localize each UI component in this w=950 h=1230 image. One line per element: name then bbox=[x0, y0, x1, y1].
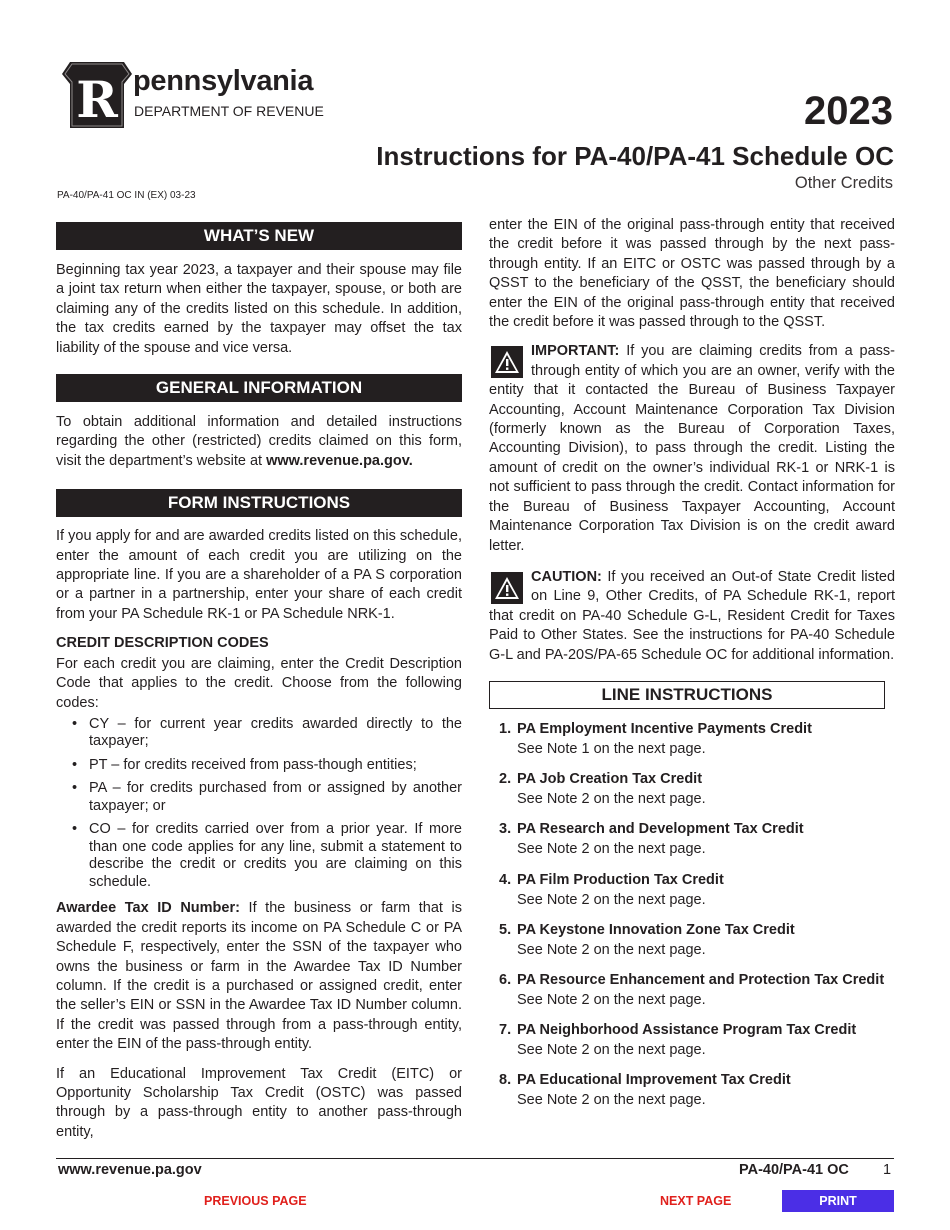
caution-note bbox=[489, 568, 895, 665]
important-label: IMPORTANT: bbox=[531, 343, 620, 360]
line-title: PA Neighborhood Assistance Program Tax Credit bbox=[517, 1022, 857, 1039]
awardee-label: Awardee Tax ID Number: bbox=[56, 900, 240, 917]
line-title: PA Resource Enhancement and Protection Tax Credit bbox=[517, 971, 885, 988]
credit-codes-intro: For each credit you are claiming, enter the Credit Description Code that applies to the credit. Choose from the following codes: bbox=[56, 655, 462, 711]
form-instructions-heading: FORM INSTRUCTIONS bbox=[56, 489, 462, 517]
awardee-body: If the business or farm that is awarded the credit reports its income on PA Schedule C or PA Schedule F, respectively, enter the SSN of the taxpayer who owns the business or farm in the Awardee Tax ID Number column. If the credit is a purchased or assigned credit, enter the seller’s EIN or SSN in the Awardee Tax ID Number column. If the credit was passed through from a pass-through entity, enter the EIN of the pass-through entity. bbox=[56, 900, 463, 1053]
credit-code-item: • CO – for credits carried over from a prior year. If more than one code applies for any line, submit a statement to describe the credit or credits you are claiming on this schedule. bbox=[72, 821, 462, 891]
next-page-button[interactable]: NEXT PAGE bbox=[660, 1194, 732, 1208]
document-title: Instructions for PA-40/PA-41 Schedule OC bbox=[376, 141, 894, 171]
document-subtitle: Other Credits bbox=[794, 174, 893, 192]
general-information-text bbox=[56, 413, 462, 471]
line-instruction-item: 4. PA Film Production Tax Credit See Note 2 on the next page. bbox=[499, 870, 895, 910]
line-instructions-heading: LINE INSTRUCTIONS bbox=[489, 681, 885, 709]
tax-year: 2023 bbox=[804, 89, 893, 133]
brand-name: pennsylvania bbox=[133, 65, 314, 97]
warning-icon bbox=[491, 572, 523, 604]
important-note bbox=[489, 342, 895, 555]
brand-subtitle: DEPARTMENT OF REVENUE bbox=[134, 103, 324, 119]
line-note: See Note 2 on the next page. bbox=[517, 891, 706, 908]
right-column bbox=[489, 216, 895, 1120]
warning-icon bbox=[491, 346, 523, 378]
line-instruction-item: 1. PA Employment Incentive Payments Credit See Note 1 on the next page. bbox=[499, 719, 895, 759]
line-title: PA Job Creation Tax Credit bbox=[517, 771, 703, 788]
line-note: See Note 2 on the next page. bbox=[517, 791, 706, 808]
credit-codes-list bbox=[56, 716, 462, 892]
footer-form-name: PA-40/PA-41 OC bbox=[739, 1162, 849, 1178]
general-information-heading: GENERAL INFORMATION bbox=[56, 374, 462, 402]
credit-code-item: • CY – for current year credits awarded directly to the taxpayer; bbox=[72, 716, 462, 751]
form-instructions-text: If you apply for and are awarded credits listed on this schedule, enter the amount of each credit you are utilizing on the appropriate line. If you are a shareholder of a PA S corporation or a partner in a partnership, enter your share of each credit from your PA Schedule RK-1 or PA Schedule NRK-1. bbox=[56, 528, 462, 622]
credit-code-item: • PA – for credits purchased from or assigned by another taxpayer; or bbox=[72, 780, 462, 815]
line-instruction-item: 7. PA Neighborhood Assistance Program Tax Credit See Note 2 on the next page. bbox=[499, 1020, 895, 1060]
line-title: PA Keystone Innovation Zone Tax Credit bbox=[517, 921, 795, 938]
line-title: PA Research and Development Tax Credit bbox=[517, 821, 804, 838]
line-note: See Note 1 on the next page. bbox=[517, 740, 706, 757]
line-title: PA Educational Improvement Tax Credit bbox=[517, 1072, 791, 1089]
line-note: See Note 2 on the next page. bbox=[517, 841, 706, 858]
footer-divider bbox=[56, 1158, 894, 1159]
left-column bbox=[56, 222, 462, 1152]
line-note: See Note 2 on the next page. bbox=[517, 1092, 706, 1109]
line-instruction-item: 6. PA Resource Enhancement and Protection Tax Credit See Note 2 on the next page. bbox=[499, 970, 895, 1010]
logo-letter: R bbox=[76, 70, 118, 128]
line-note: See Note 2 on the next page. bbox=[517, 941, 706, 958]
whats-new-heading: WHAT’S NEW bbox=[56, 222, 462, 250]
important-body: If you are claiming credits from a pass-through entity of which you are an owner, verify with the entity that it contacted the Bureau of Business Taxpayer Accounting, Account Maintenance Corporation Tax Division (formerly known as the Bureau of Corporation Taxes, Accounting Division), to pass through the credit. Listing the amount of credit on the owner’s individual RK-1 or NRK-1 is not sufficient to pass through the credit. Contact information for the Bureau of Business Taxpayer Accounting, Account Maintenance Corporation Tax Division is on the credit award letter. bbox=[489, 343, 895, 554]
eitc-text: If an Educational Improvement Tax Credit (EITC) or Opportunity Scholarship Tax Credit (OSTC) was passed through by a pass-through entity to another pass-through entity, bbox=[56, 1065, 462, 1140]
line-title: PA Employment Incentive Payments Credit bbox=[517, 720, 812, 737]
line-title: PA Film Production Tax Credit bbox=[517, 871, 724, 888]
keystone-logo bbox=[62, 62, 132, 128]
caution-body: If you received an Out-of State Credit listed on Line 9, Other Credits, of PA Schedule RK-1, report that credit on PA-40 Schedule G-L, Resident Credit for Taxes Paid to Other States. See the instructions for PA-40 Schedule G-L and PA-20S/PA-65 Schedule OC for additional information. bbox=[489, 568, 896, 663]
line-instruction-item: 2. PA Job Creation Tax Credit See Note 2 on the next page. bbox=[499, 769, 895, 809]
print-button[interactable]: PRINT bbox=[782, 1190, 894, 1212]
form-code: PA-40/PA-41 OC IN (EX) 03-23 bbox=[57, 190, 196, 201]
whats-new-text: Beginning tax year 2023, a taxpayer and their spouse may file a joint tax return when either the taxpayer, spouse, or both are claiming any of the credits listed on this schedule. In addition, the tax credits earned by the taxpayer may offset the tax liability of the spouse and vice versa. bbox=[56, 262, 462, 356]
line-instruction-item: 8. PA Educational Improvement Tax Credit See Note 2 on the next page. bbox=[499, 1070, 895, 1110]
general-information-body: To obtain additional information and detailed instructions regarding the other (restricted) credits claimed on this form, visit the department’s website at bbox=[56, 414, 462, 469]
page-number: 1 bbox=[883, 1162, 892, 1178]
credit-code-item: • PT – for credits received from pass-though entities; bbox=[72, 757, 462, 775]
caution-label: CAUTION: bbox=[531, 568, 602, 585]
line-note: See Note 2 on the next page. bbox=[517, 1042, 706, 1059]
footer-website: www.revenue.pa.gov bbox=[58, 1162, 202, 1178]
line-instructions-list bbox=[489, 719, 895, 1110]
previous-page-button[interactable]: PREVIOUS PAGE bbox=[204, 1194, 307, 1208]
continued-text: enter the EIN of the original pass-through entity that received the credit before it was passed through by the next pass-through entity. If an EITC or OSTC was passed through by a QSST to the beneficiary of the QSST, the beneficiary should enter the EIN of the original pass-through entity that received the credit before it was passed through to the QSST. bbox=[489, 217, 895, 331]
revenue-website-link[interactable]: www.revenue.pa.gov. bbox=[266, 452, 413, 469]
line-instruction-item: 3. PA Research and Development Tax Credit See Note 2 on the next page. bbox=[499, 819, 895, 859]
awardee-tax-id-text bbox=[56, 899, 462, 1054]
line-note: See Note 2 on the next page. bbox=[517, 991, 706, 1008]
line-instruction-item: 5. PA Keystone Innovation Zone Tax Credit See Note 2 on the next page. bbox=[499, 920, 895, 960]
credit-codes-heading: CREDIT DESCRIPTION CODES bbox=[56, 635, 269, 652]
